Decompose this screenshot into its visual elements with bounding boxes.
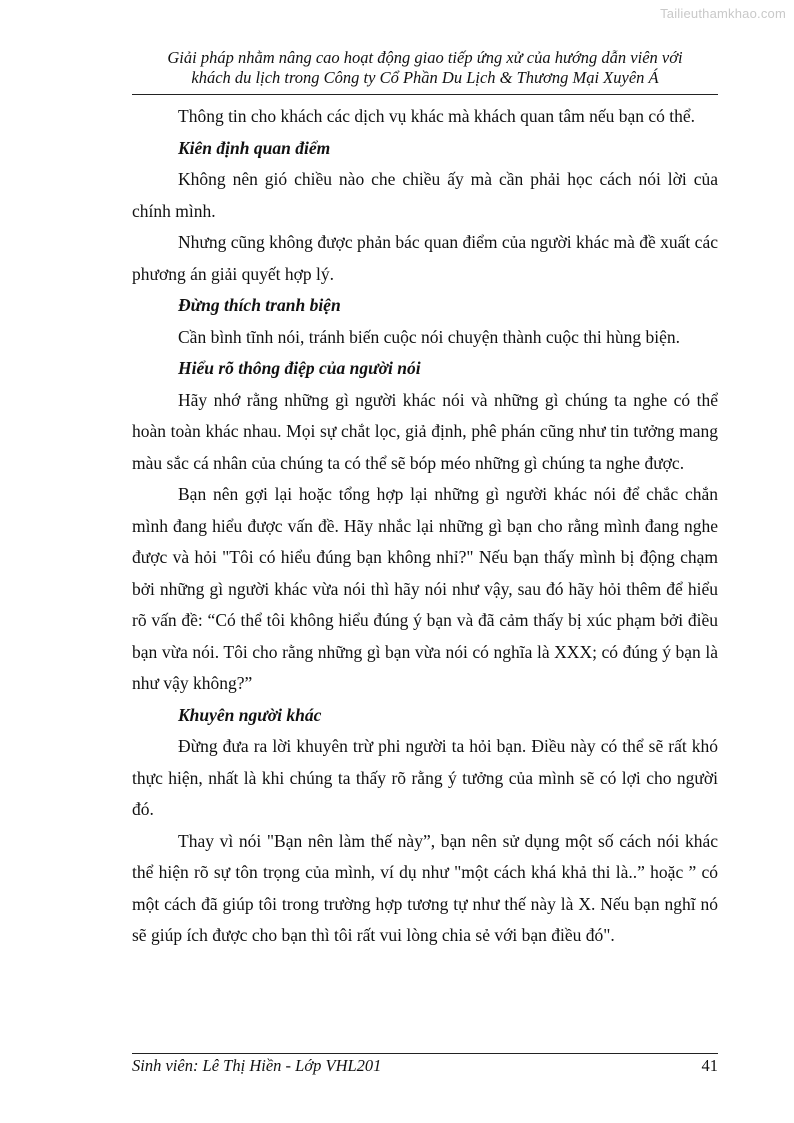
paragraph: Nhưng cũng không được phản bác quan điểm của người khác mà đề xuất các phương án giải quyết hợp lý. xyxy=(132,232,718,284)
section-heading: Kiên định quan điểm xyxy=(178,137,331,158)
header-divider xyxy=(132,94,718,95)
page-number: 41 xyxy=(701,1056,718,1075)
paragraph: Đừng đưa ra lời khuyên trừ phi người ta hỏi bạn. Điều này có thể sẽ rất khó thực hiện, nhất là khi chúng ta thấy rõ rằng ý tưởng của mình sẽ có lợi cho người đó. xyxy=(132,736,718,819)
footer-student-info: Sinh viên: Lê Thị Hiền - Lớp VHL201 xyxy=(132,1056,382,1075)
section-heading: Đừng thích tranh biện xyxy=(178,295,341,315)
section-heading: Hiểu rõ thông điệp của người nói xyxy=(178,358,421,378)
paragraph: Thay vì nói "Bạn nên làm thế này”, bạn nên sử dụng một số cách nói khác thể hiện rõ sự tôn trọng của mình, ví dụ như "một cách khá khả thi là..” hoặc ” có một cách đã giúp tôi trong trường hợp tương tự như thế này là X. Nếu bạn nghĩ nó sẽ giúp ích được cho bạn thì tôi rất vui lòng chia sẻ với bạn điều đó". xyxy=(132,830,718,945)
footer-divider xyxy=(132,1053,718,1054)
section-heading: Khuyên người khác xyxy=(178,704,322,725)
paragraph: Bạn nên gợi lại hoặc tổng hợp lại những gì người khác nói để chắc chắn mình đang hiểu được vấn đề. Hãy nhắc lại những gì bạn cho rằng mình đang nghe được và hỏi "Tôi có hiểu đúng bạn không nhỉ?" Nếu bạn thấy mình bị động chạm bởi những gì người khác vừa nói thì hãy nói như vậy, sau đó hãy hỏi thêm để hiểu rõ vấn đề: “Có thể tôi không hiểu đúng ý bạn và đã cảm thấy bị xúc phạm bởi điều bạn vừa nói. Tôi cho rằng những gì bạn vừa nói có nghĩa là XXX; có đúng ý bạn là như vậy không?” xyxy=(132,484,718,693)
paragraph: Cần bình tĩnh nói, tránh biến cuộc nói chuyện thành cuộc thi hùng biện. xyxy=(178,326,681,347)
header-line-1: Giải pháp nhằm nâng cao hoạt động giao tiếp ứng xử của hướng dẫn viên với xyxy=(167,48,683,67)
page-body xyxy=(132,101,718,952)
page-footer xyxy=(132,1056,718,1076)
paragraph: Không nên gió chiều nào che chiều ấy mà cần phải học cách nói lời của chính mình. xyxy=(132,169,718,221)
header-line-2: khách du lịch trong Công ty Cổ Phần Du Lịch & Thương Mại Xuyên Á xyxy=(191,68,659,87)
paragraph: Thông tin cho khách các dịch vụ khác mà khách quan tâm nếu bạn có thể. xyxy=(178,106,696,126)
paragraph: Hãy nhớ rằng những gì người khác nói và những gì chúng ta nghe có thể hoàn toàn khác nhau. Mọi sự chắt lọc, giả định, phê phán cũng như tin tưởng mang màu sắc cá nhân của chúng ta có thể sẽ bóp méo những gì chúng ta nghe được. xyxy=(132,389,718,473)
running-header xyxy=(132,48,718,88)
watermark: Tailieuthamkhao.com xyxy=(660,6,786,21)
